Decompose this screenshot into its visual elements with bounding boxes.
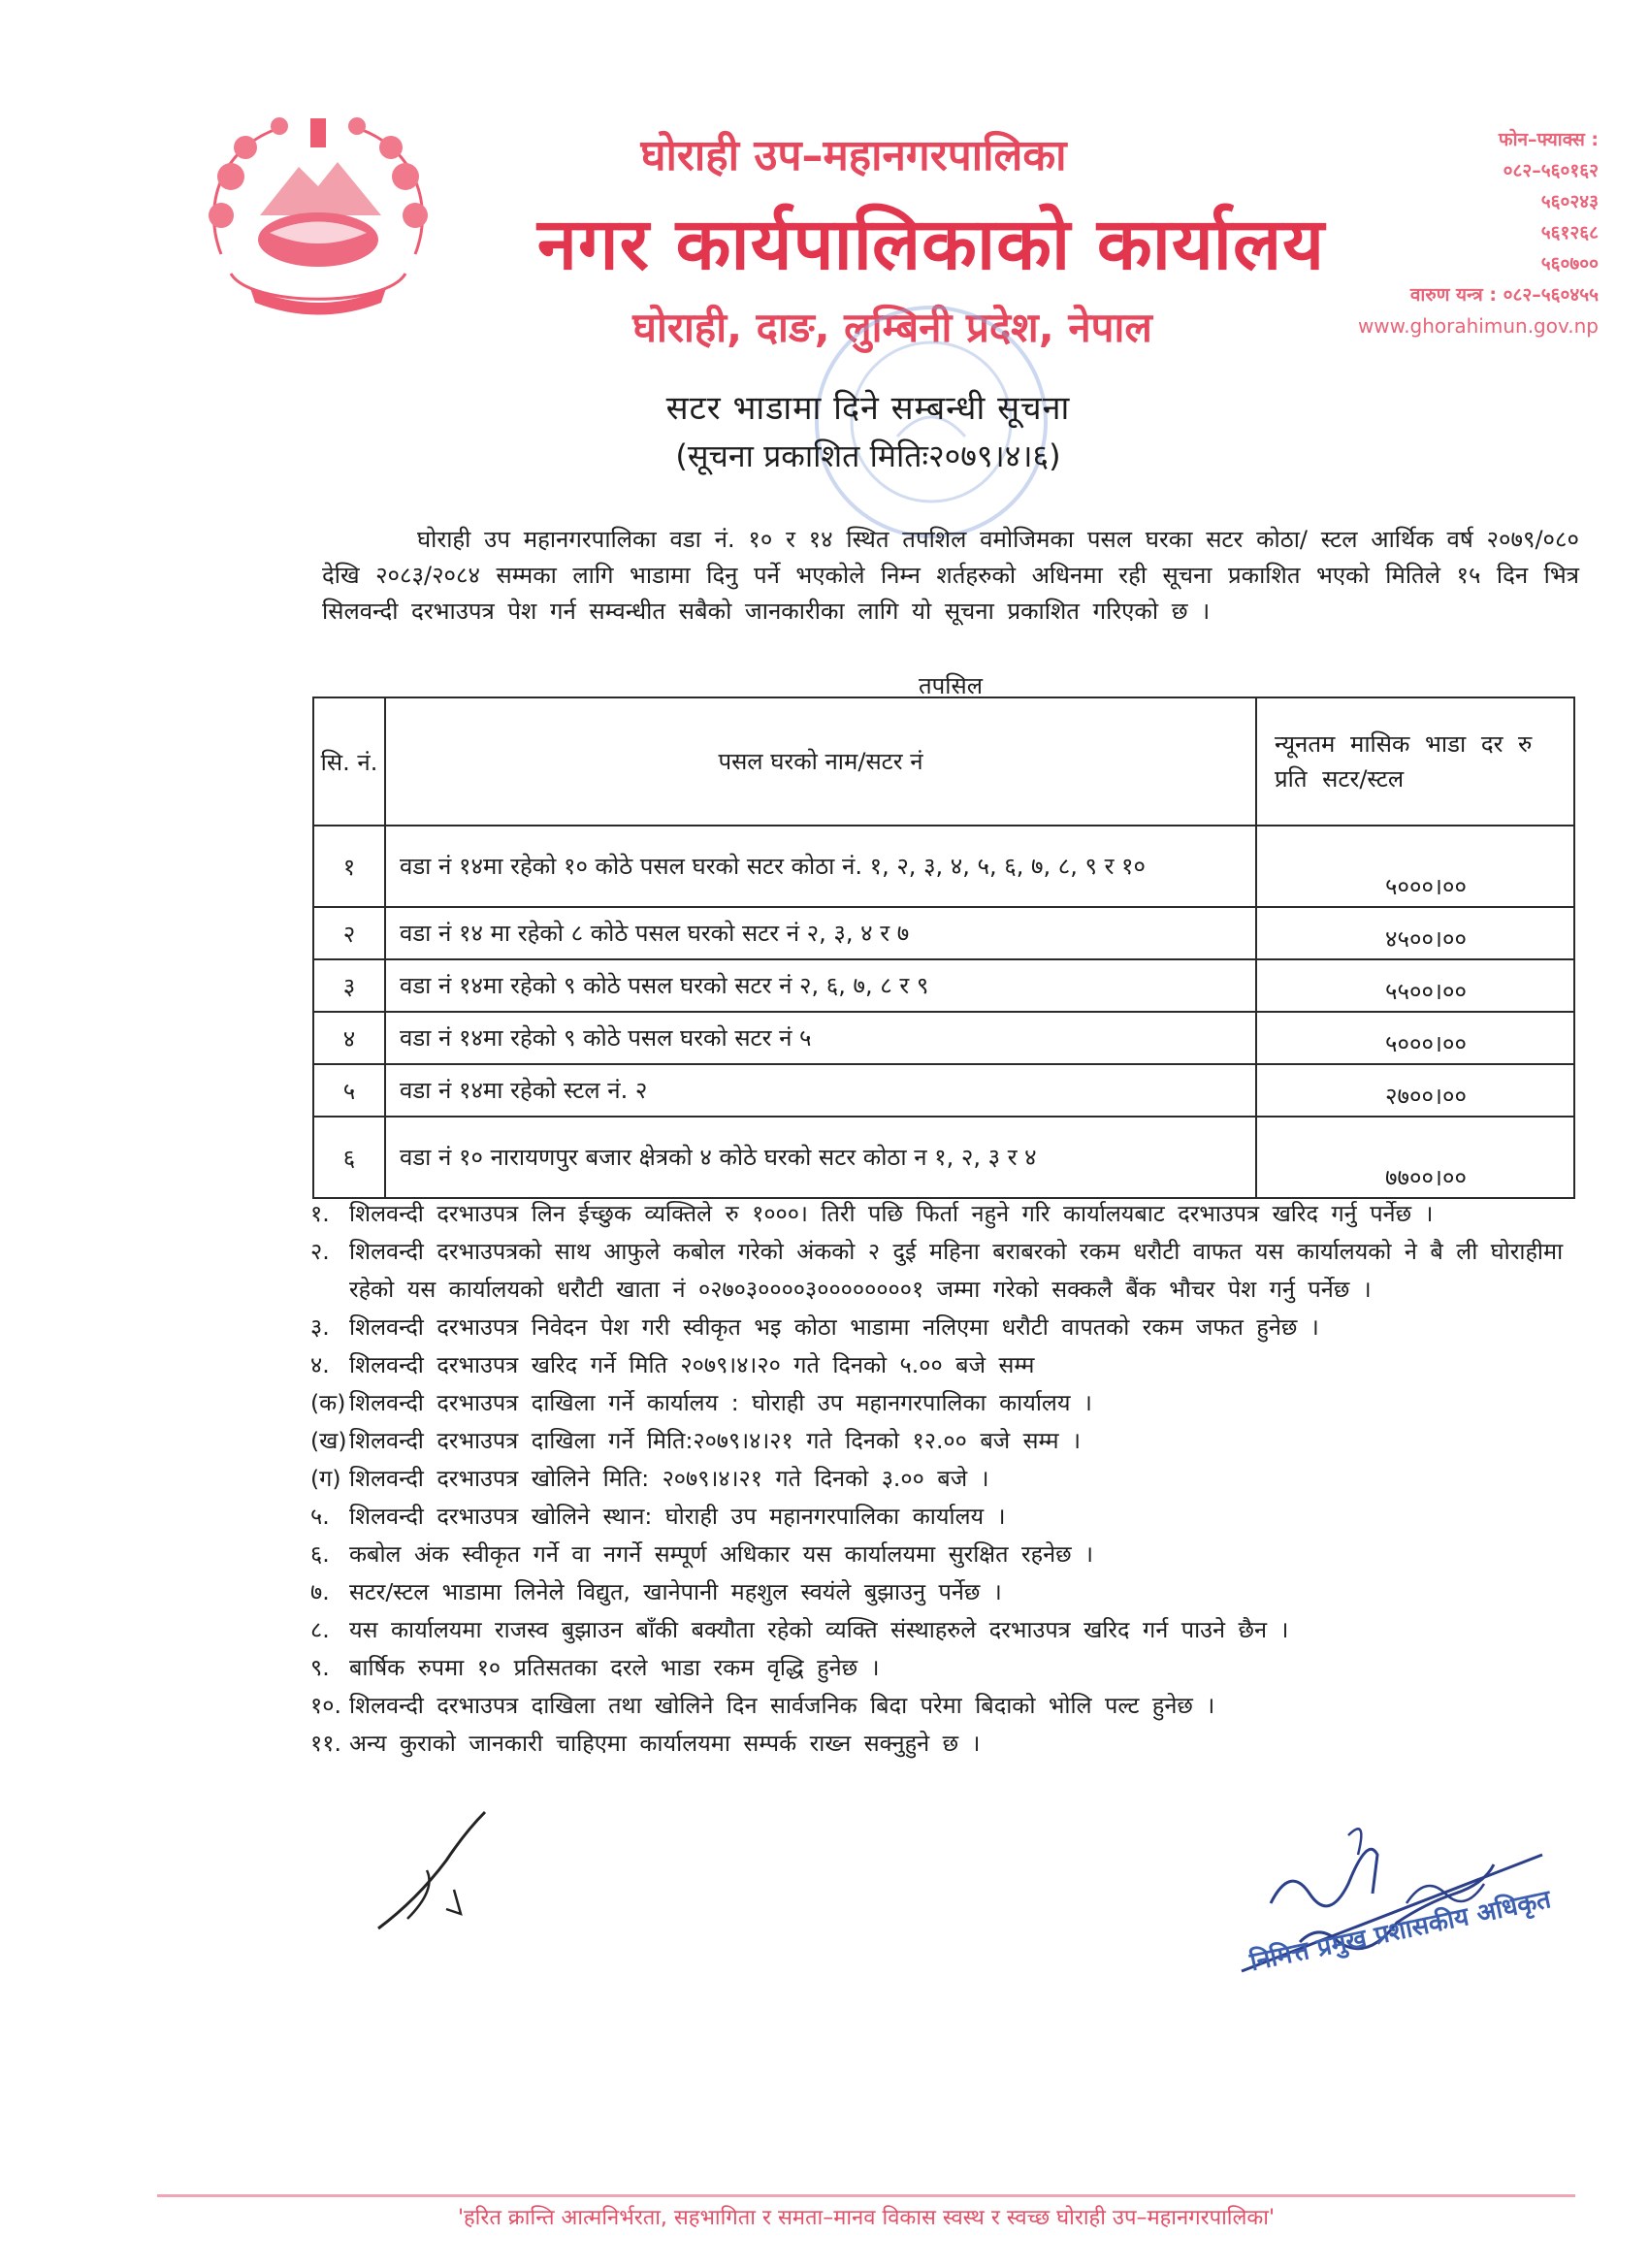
condition-text: शिलवन्दी दरभाउपत्र खरिद गर्ने मिति २०७९।४।२० गते दिनको ५.०० बजे सम्म: [349, 1351, 1035, 1378]
table-row: [313, 1117, 1574, 1198]
conditions-list: [310, 1195, 1591, 1763]
condition-number: ३.: [310, 1313, 330, 1341]
condition-number: (ख): [310, 1427, 347, 1454]
condition-text: बार्षिक रुपमा १० प्रतिसतका दरले भाडा रकम वृद्धि हुनेछ ।: [349, 1654, 880, 1681]
condition-item: [310, 1195, 1591, 1233]
cell-sn: २: [313, 907, 385, 959]
cell-sn: ४: [313, 1012, 385, 1064]
contact-phone: ५६०२४३: [1540, 191, 1599, 212]
condition-text: शिलवन्दी दरभाउपत्रको साथ आफुले कबोल गरेको अंकको २ दुई महिना बराबरको रकम धरौटी वाफत यस कार्यालयको ने बै ली घोराहीमा रहेको यस कार्यालयको धरौटी खाता नं ०२७०३००००३००००००००१ जम्मा गरेको सक्कलै बैंक भौचर पेश गर्नु पर्नेछ ।: [349, 1238, 1564, 1303]
cell-name: वडा नं १४मा रहेको १० कोठे पसल घरको सटर कोठा नं. १, २, ३, ४, ५, ६, ७, ८, ९ र १०: [385, 826, 1256, 907]
condition-item: [310, 1346, 1591, 1384]
table-caption: तपसिल: [918, 672, 984, 699]
cell-name: वडा नं १४मा रहेको स्टल नं. २: [385, 1064, 1256, 1117]
condition-number: ५.: [310, 1503, 330, 1530]
header-sn: सि. नं.: [313, 697, 385, 826]
condition-item: [310, 1233, 1591, 1309]
condition-item: [310, 1536, 1591, 1573]
condition-number: ९.: [310, 1654, 330, 1681]
condition-number: ८.: [310, 1616, 330, 1643]
cell-sn: १: [313, 826, 385, 907]
condition-number: २.: [310, 1238, 330, 1265]
condition-item: [310, 1384, 1591, 1422]
cell-rate: ४५००।००: [1256, 907, 1574, 959]
cell-sn: ५: [313, 1064, 385, 1117]
condition-text: शिलवन्दी दरभाउपत्र दाखिला गर्ने कार्यालय : घोराही उप महानगरपालिका कार्यालय ।: [349, 1389, 1092, 1416]
condition-text: शिलवन्दी दरभाउपत्र दाखिला तथा खोलिने दिन सार्वजनिक बिदा परेमा बिदाको भोलि पल्ट हुनेछ ।: [349, 1692, 1215, 1719]
condition-item: [310, 1498, 1591, 1536]
condition-text: यस कार्यालयमा राजस्व बुझाउन बाँकी बक्यौता रहेको व्यक्ति संस्थाहरुले दरभाउपत्र खरिद गर्न पाउने छैन ।: [349, 1616, 1289, 1643]
condition-text: शिलवन्दी दरभाउपत्र दाखिला गर्ने मिति:२०७९।४।२१ गते दिनको १२.०० बजे सम्म ।: [349, 1427, 1081, 1454]
contact-phone: ५६१२६८: [1540, 222, 1599, 243]
table-row: [313, 959, 1574, 1012]
table-row: [313, 1012, 1574, 1064]
condition-text: सटर/स्टल भाडामा लिनेले विद्युत, खानेपानी महशुल स्वयंले बुझाउनु पर्नेछ ।: [349, 1578, 1002, 1605]
notice-intro: घोराही उप महानगरपालिका वडा नं. १० र १४ स्थित तपशिल वमोजिमका पसल घरका सटर कोठा/ स्टल आर्थिक वर्ष २०७९/०८० देखि २०८३/२०८४ सम्मका लागि भाडामा दिनु पर्ने भएकोले निम्न शर्तहरुको अधिनमा रही सूचना प्रकाशित भएको मितिले १५ दिन भित्र सिलवन्दी दरभाउपत्र पेश गर्न सम्वन्धीत सबैको जानकारीका लागि यो सूचना प्रकाशित गरिएको छ ।: [322, 526, 1579, 625]
nepal-emblem-icon: [192, 109, 444, 322]
condition-number: (क): [310, 1389, 346, 1416]
condition-text: अन्य कुराको जानकारी चाहिएमा कार्यालयमा सम्पर्क राख्न सक्नुहुने छ ।: [349, 1730, 981, 1757]
condition-item: [310, 1573, 1591, 1611]
cell-rate: ५०००।००: [1256, 1012, 1574, 1064]
letterhead-address: घोराही, दाङ, लुम्बिनी प्रदेश, नेपाल: [632, 304, 1152, 351]
condition-text: शिलवन्दी दरभाउपत्र खोलिने मिति: २०७९।४।२१ गते दिनको ३.०० बजे ।: [349, 1465, 989, 1492]
contact-phone: ०८२–५६०१६२: [1503, 160, 1599, 181]
cell-name: वडा नं १४मा रहेको ९ कोठे पसल घरको सटर नं ५: [385, 1012, 1256, 1064]
condition-number: १०.: [310, 1692, 341, 1719]
letterhead-office: नगर कार्यपालिकाको कार्यालय: [536, 203, 1326, 286]
condition-number: ११.: [310, 1730, 341, 1757]
condition-number: ६.: [310, 1540, 330, 1568]
cell-name: वडा नं १४ मा रहेको ८ कोठे पसल घरको सटर नं २, ३, ४ र ७: [385, 907, 1256, 959]
footer-divider: [157, 2194, 1575, 2197]
footer-slogan: 'हरित क्रान्ति आत्मनिर्भरता, सहभागिता र समता–मानव विकास स्वस्थ र स्वच्छ घोराही उप–महानगरपालिका': [457, 2206, 1276, 2230]
contact-website: www.ghorahimun.gov.np: [1357, 314, 1599, 338]
condition-text: शिलवन्दी दरभाउपत्र खोलिने स्थान: घोराही उप महानगरपालिका कार्यालय ।: [349, 1503, 1006, 1530]
notice-title: सटर भाडामा दिने सम्बन्धी सूचना: [665, 389, 1071, 428]
letterhead-municipality: घोराही उप–महानगरपालिका: [640, 131, 1067, 180]
notice-date: (सूचना प्रकाशित मितिः२०७९।४।६): [675, 437, 1061, 474]
cell-rate: ५५००।००: [1256, 959, 1574, 1012]
condition-item: [310, 1422, 1591, 1460]
table-header-row: [313, 697, 1574, 826]
header-rate: न्यूनतम मासिक भाडा दर रु प्रति सटर/स्टल: [1256, 697, 1574, 826]
table-row: [313, 907, 1574, 959]
condition-number: १.: [310, 1200, 330, 1227]
condition-number: ४.: [310, 1351, 330, 1378]
contact-fire-brigade: वारुण यन्त्र : ०८२–५६०४५५: [1409, 284, 1599, 306]
cell-sn: ६: [313, 1117, 385, 1198]
condition-number: ७.: [310, 1578, 330, 1605]
header-name: पसल घरको नाम/सटर नं: [385, 697, 1256, 826]
cell-sn: ३: [313, 959, 385, 1012]
initial-signature: [369, 1793, 543, 1938]
condition-item: [310, 1460, 1591, 1498]
letterhead-contact: [1308, 124, 1599, 341]
cell-rate: ५०००।००: [1256, 826, 1574, 907]
cell-name: वडा नं १४मा रहेको ९ कोठे पसल घरको सटर नं २, ६, ७, ८ र ९: [385, 959, 1256, 1012]
signatory-stamp: निमित्त प्रमुख प्रशासकीय अधिकृत: [1247, 1885, 1554, 1978]
condition-item: [310, 1309, 1591, 1346]
table-row: [313, 826, 1574, 907]
condition-item: [310, 1649, 1591, 1687]
cell-rate: २७००।००: [1256, 1064, 1574, 1117]
condition-text: शिलवन्दी दरभाउपत्र लिन ईच्छुक व्यक्तिले रु १०००। तिरी पछि फिर्ता नहुने गरि कार्यालयबाट दरभाउपत्र खरिद गर्नु पर्नेछ ।: [349, 1200, 1434, 1227]
condition-text: शिलवन्दी दरभाउपत्र निवेदन पेश गरी स्वीकृत भइ कोठा भाडामा नलिएमा धरौटी वापतको रकम जफत हुनेछ ।: [349, 1313, 1319, 1341]
condition-item: [310, 1687, 1591, 1725]
contact-label: फोन–फ्याक्स :: [1498, 129, 1599, 150]
condition-number: (ग): [310, 1465, 341, 1492]
table-row: [313, 1064, 1574, 1117]
cell-rate: ७७००।००: [1256, 1117, 1574, 1198]
condition-item: [310, 1725, 1591, 1763]
condition-text: कबोल अंक स्वीकृत गर्ने वा नगर्ने सम्पूर्ण अधिकार यस कार्यालयमा सुरक्षित रहनेछ ।: [349, 1540, 1093, 1568]
condition-item: [310, 1611, 1591, 1649]
contact-phone: ५६०७००: [1540, 253, 1599, 275]
shutter-rent-table: [312, 697, 1575, 1199]
cell-name: वडा नं १० नारायणपुर बजार क्षेत्रको ४ कोठे घरको सटर कोठा न १, २, ३ र ४: [385, 1117, 1256, 1198]
